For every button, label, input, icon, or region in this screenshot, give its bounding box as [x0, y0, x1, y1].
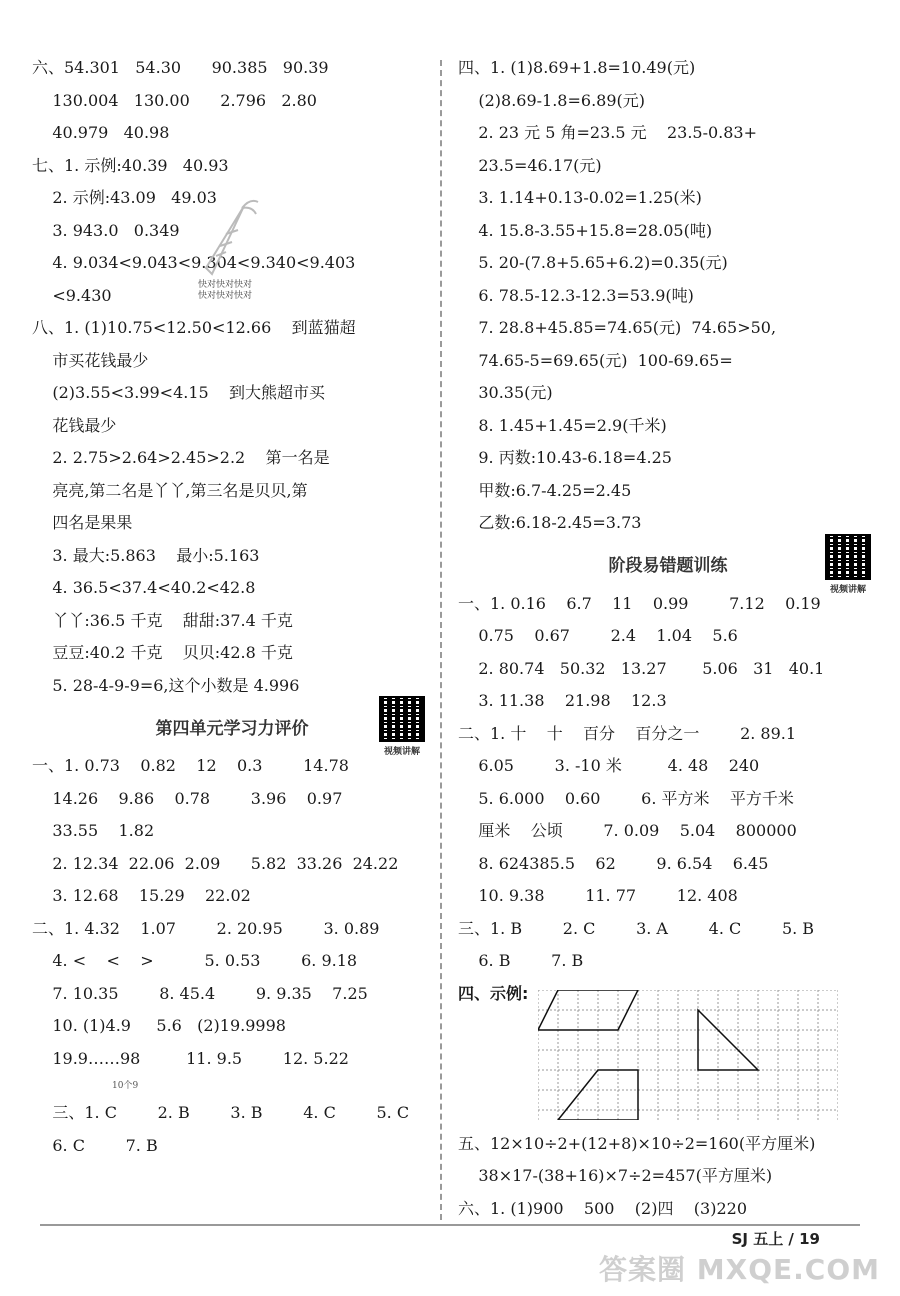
qr-code[interactable]	[822, 534, 874, 595]
footer-rule	[40, 1224, 860, 1226]
answer-line: 3. 12.68 15.29 22.02	[32, 886, 251, 905]
answer-line: 23.5=46.17(元)	[458, 155, 602, 175]
answer-line: 二、1. 十 十 百分 百分之一 2. 89.1	[458, 723, 797, 743]
right-answers-part-c	[458, 1128, 878, 1226]
section-heading-mistakes	[458, 540, 878, 595]
qr-code-icon	[379, 696, 425, 742]
answer-line: 6. B 7. B	[458, 951, 584, 970]
answer-line: 10. 9.38 11. 77 12. 408	[458, 886, 738, 905]
qr-code-icon	[825, 534, 871, 580]
answer-line: 六、1. (1)900 500 (2)四 (3)220	[458, 1198, 747, 1218]
answer-line: 4. 15.8-3.55+15.8=28.05(吨)	[458, 220, 713, 240]
answer-line: 亮亮,第二名是丫丫,第三名是贝贝,第	[32, 480, 308, 500]
watermark: 答案圈 MXQE.COM	[599, 1253, 880, 1286]
right-answers-part-a	[458, 52, 878, 540]
carrot-caption: 快对快对快对 快对快对快对	[198, 280, 253, 301]
answer-line: 四名是果果	[32, 513, 133, 532]
answer-line: 6. C 7. B	[32, 1135, 158, 1155]
page-label: SJ 五上 / 19	[731, 1230, 820, 1248]
answer-line: 8. 1.45+1.45=2.9(千米)	[458, 415, 667, 435]
answer-line: 6. 78.5-12.3-12.3=53.9(吨)	[458, 285, 694, 305]
section-heading-unit4	[32, 702, 432, 757]
answer-line: 2. 80.74 50.32 13.27 5.06 31 40.1	[458, 658, 825, 678]
answer-line: 14.26 9.86 0.78 3.96 0.97	[32, 788, 343, 808]
answer-line: (2)8.69-1.8=6.89(元)	[458, 90, 646, 110]
answer-line: 三、1. C 2. B 3. B 4. C 5. C	[32, 1103, 410, 1122]
answer-line: 38×17-(38+16)×7÷2=457(平方厘米)	[458, 1166, 773, 1185]
answer-line: 二、1. 4.32 1.07 2. 20.95 3. 0.89	[32, 918, 380, 938]
answer-line: 4. 36.5<37.4<40.2<42.8	[32, 578, 256, 597]
answer-line: 5. 28-4-9-9=6,这个小数是 4.996	[32, 675, 300, 695]
answer-line: 3. 1.14+0.13-0.02=1.25(米)	[458, 188, 702, 207]
answer-line: 5. 20-(7.8+5.65+6.2)=0.35(元)	[458, 253, 728, 272]
grid-figure	[458, 978, 878, 1128]
answer-line: 花钱最少	[32, 415, 117, 435]
answer-line: 2. 示例:43.09 49.03	[32, 188, 217, 207]
answer-line: 5. 6.000 0.60 6. 平方米 平方千米	[458, 788, 794, 808]
answer-line: (2)3.55<3.99<4.15 到大熊超市买	[32, 383, 326, 402]
brace-note: 10个9	[112, 1081, 139, 1091]
answer-line: 一、1. 0.73 0.82 12 0.3 14.78	[32, 756, 349, 775]
grid-label: 四、示例:	[458, 983, 529, 1003]
answer-line: 3. 943.0 0.349	[32, 220, 180, 240]
answer-line: 甲数:6.7-4.25=2.45	[458, 480, 632, 500]
answer-line: 7. 10.35 8. 45.4 9. 9.35 7.25	[32, 983, 368, 1003]
section-title: 阶段易错题训练	[608, 556, 728, 576]
answer-line: 74.65-5=69.65(元) 100-69.65=	[458, 350, 733, 370]
answer-line: 乙数:6.18-2.45=3.73	[458, 513, 642, 532]
answer-line: 130.004 130.00 2.796 2.80	[32, 90, 317, 110]
answer-line: 7. 28.8+45.85=74.65(元) 74.65>50,	[458, 318, 777, 337]
answer-line: 豆豆:40.2 千克 贝贝:42.8 千克	[32, 643, 293, 662]
answer-line: 市买花钱最少	[32, 350, 149, 370]
answer-line: 6.05 3. -10 米 4. 48 240	[458, 756, 760, 775]
answer-line: <9.430	[32, 285, 112, 305]
answer-line: 2. 2.75>2.64>2.45>2.2 第一名是	[32, 448, 330, 467]
answer-line: 八、1. (1)10.75<12.50<12.66 到蓝猫超	[32, 318, 356, 337]
qr-caption: 视频讲解	[383, 747, 420, 757]
answer-line: 40.979 40.98	[32, 123, 170, 142]
answer-line: 六、54.301 54.30 90.385 90.39	[32, 58, 329, 77]
right-triangle-shape	[698, 1010, 758, 1070]
left-answers-part-a	[32, 52, 432, 702]
answer-line: 10. (1)4.9 5.6 (2)19.9998	[32, 1016, 286, 1035]
qr-code[interactable]	[376, 696, 428, 757]
answer-line: 一、1. 0.16 6.7 11 0.99 7.12 0.19	[458, 593, 821, 613]
shape-grid	[538, 990, 838, 1120]
answer-line: 8. 624385.5 62 9. 6.54 6.45	[458, 853, 769, 873]
right-column	[458, 52, 878, 1225]
answer-line: 9. 丙数:10.43-6.18=4.25	[458, 448, 672, 467]
answer-line: 33.55 1.82	[32, 821, 155, 840]
answer-line: 七、1. 示例:40.39 40.93	[32, 155, 229, 175]
answer-line: 0.75 0.67 2.4 1.04 5.6	[458, 626, 738, 645]
answer-line: 2. 23 元 5 角=23.5 元 23.5-0.83+	[458, 123, 758, 142]
answer-line: 丫丫:36.5 千克 甜甜:37.4 千克	[32, 610, 293, 630]
answer-line: 30.35(元)	[458, 383, 553, 402]
answer-line: 五、12×10÷2+(12+8)×10÷2=160(平方厘米)	[458, 1133, 816, 1153]
right-answers-part-b	[458, 588, 878, 978]
answer-line: 三、1. B 2. C 3. A 4. C 5. B	[458, 918, 815, 938]
answer-line: 四、1. (1)8.69+1.8=10.49(元)	[458, 58, 696, 77]
answer-line: 4. < < > 5. 0.53 6. 9.18	[32, 951, 358, 970]
carrot-icon	[192, 196, 262, 286]
answer-line: 3. 11.38 21.98 12.3	[458, 691, 667, 710]
answer-line: 4. 9.034<9.043<9.304<9.340<9.403	[32, 253, 356, 272]
section-title: 第四单元学习力评价	[155, 718, 309, 739]
left-answers-part-b	[32, 750, 432, 1162]
qr-caption: 视频讲解	[829, 584, 866, 595]
answer-line: 19.9……98 11. 9.5 12. 5.22	[32, 1048, 349, 1068]
answer-line: 厘米 公顷 7. 0.09 5.04 800000	[458, 821, 797, 840]
column-divider	[440, 60, 442, 1220]
answer-line: 3. 最大:5.863 最小:5.163	[32, 545, 260, 565]
answer-line: 2. 12.34 22.06 2.09 5.82 33.26 24.22	[32, 853, 399, 873]
